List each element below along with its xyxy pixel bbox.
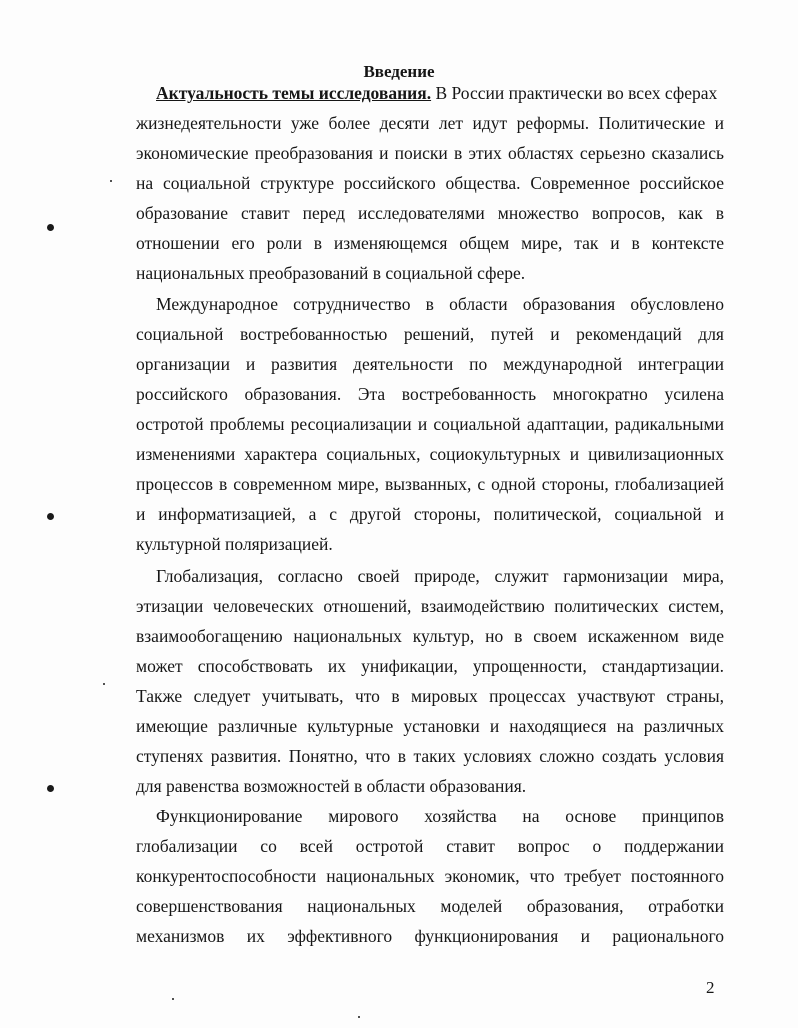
text-line: Глобализация, согласно своей природе, служит гармонизации мира, [156,566,724,586]
text-line: жизнедеятельности уже более десяти лет идут реформы. Политические и [136,113,724,133]
text-line: остротой проблемы ресоциализации и социальной адаптации, радикальными [136,414,724,434]
lead-line-text: В России практически во всех сферах [431,83,718,103]
text-line: этизации человеческих отношений, взаимодействию политических систем, [136,596,724,616]
scan-mark [47,785,54,792]
text-line: на социальной структуре российского общества. Современное российское [136,173,724,193]
text-line: национальных преобразований в социальной сфере. [136,263,526,283]
scan-mark [47,224,54,231]
text-line: экономические преобразования и поиски в этих областях серьезно сказались [136,143,724,163]
text-line: для равенства возможностей в области образования. [136,776,527,796]
text-line: образование ставит перед исследователями множество вопросов, как в [136,203,724,223]
text-line: может способствовать их унификации, упрощенности, стандартизации. [136,656,724,676]
text-line: Функционирование мирового хозяйства на основе принципов [156,806,724,826]
text-line: Также следует учитывать, что в мировых процессах участвуют страны, [136,686,724,706]
text-line: организации и развития деятельности по международной интеграции [136,354,724,374]
page-number: 2 [706,978,715,997]
scan-speck [172,998,174,1000]
text-line: российского образования. Эта востребованность многократно усилена [136,384,724,404]
section-heading: Введение [363,62,435,81]
text-line: глобализации со всей остротой ставит вопрос о поддержании [136,836,724,856]
text-line: механизмов их эффективного функционирования и рационального [136,926,724,946]
lead-label: Актуальность темы исследования. [156,83,432,103]
text-line: совершенствования национальных моделей образования, отработки [136,896,724,916]
scan-mark [47,513,54,520]
text-line: социальной востребованностью решений, путей и рекомендаций для [136,324,724,344]
paragraph-1-line-1 [156,78,724,108]
scan-speck [103,683,105,685]
scan-speck [110,180,112,182]
text-line: имеющие различные культурные установки и находящиеся на различных [136,716,724,736]
text-line: и информатизацией, а с другой стороны, политической, социальной и [136,504,724,524]
text-line: процессов в современном мире, вызванных, с одной стороны, глобализацией [136,474,724,494]
text-line: Международное сотрудничество в области образования обусловлено [156,294,724,314]
text-line: ступенях развития. Понятно, что в таких условиях сложно создать условия [136,746,724,766]
scan-speck [358,1016,360,1018]
text-line: взаимообогащению национальных культур, но в своем искаженном виде [136,626,724,646]
text-line: изменениями характера социальных, социокультурных и цивилизационных [136,444,724,464]
text-line: культурной поляризацией. [136,534,333,554]
text-line: отношении его роли в изменяющемся общем мире, так и в контексте [136,233,724,253]
text-line: конкурентоспособности национальных экономик, что требует постоянного [136,866,724,886]
